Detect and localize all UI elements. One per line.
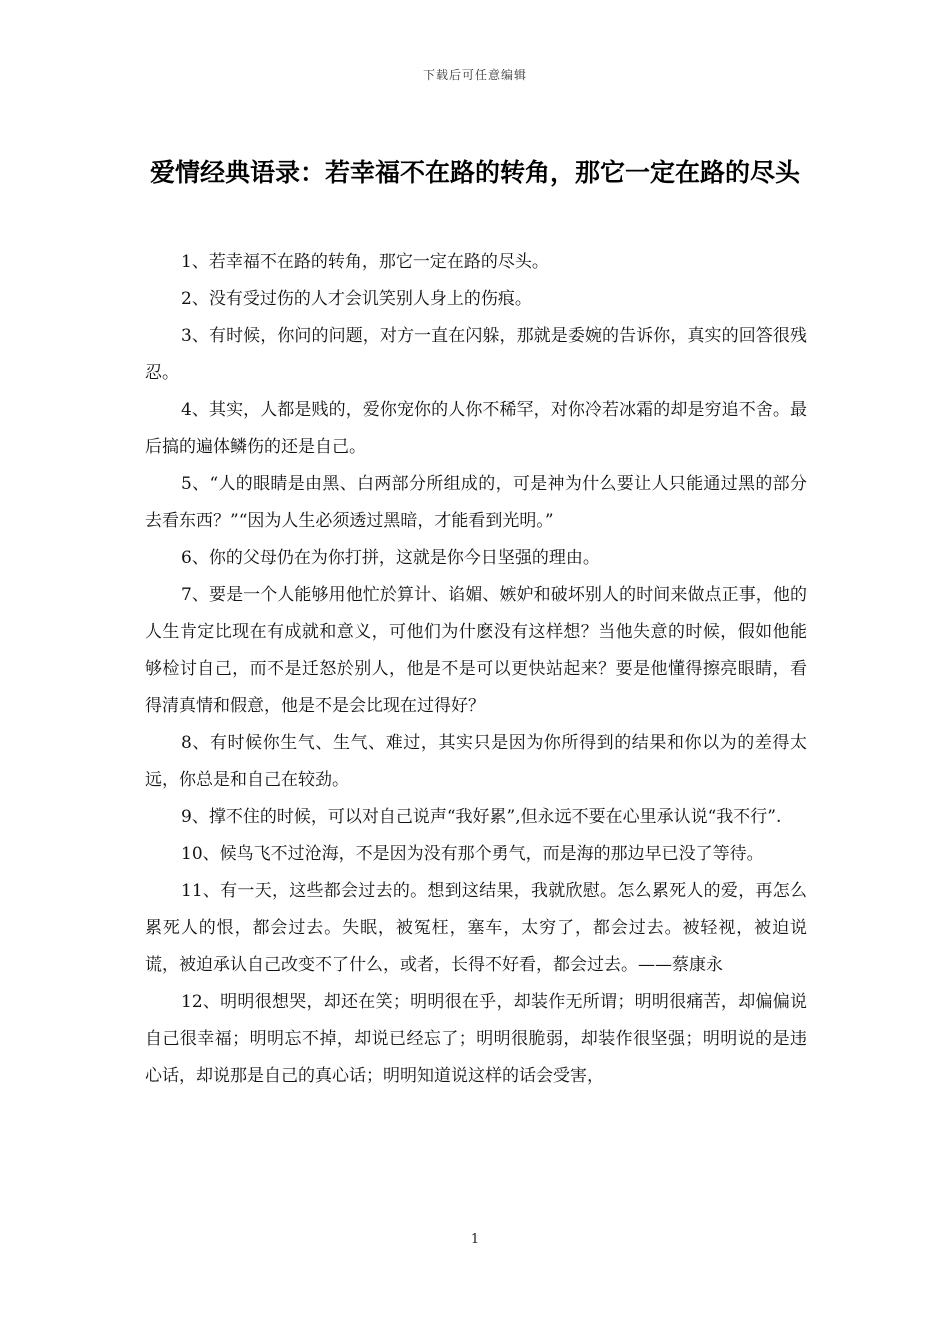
page-number: 1 bbox=[470, 1232, 480, 1247]
quote-paragraph: 12、明明很想哭，却还在笑；明明很在乎，却装作无所谓；明明很痛苦，却偏偏说自己很幸福；明明忘不掉，却说已经忘了；明明很脆弱，却装作很坚强；明明说的是违心话，却说那是自己的真心话；明明知道说这样的话会受害， bbox=[145, 992, 807, 1086]
quote-paragraph: 6、你的父母仍在为你打拼，这就是你今日坚强的理由。 bbox=[181, 548, 600, 568]
quote-paragraph: 4、其实，人都是贱的，爱你宠你的人你不稀罕，对你冷若冰霜的却是穷追不舍。最后搞的遍体鳞伤的还是自己。 bbox=[145, 400, 807, 457]
quote-paragraph: 3、有时候，你问的问题，对方一直在闪躲，那就是委婉的告诉你，真实的回答很残忍。 bbox=[145, 326, 807, 383]
quote-paragraph: 7、要是一个人能够用他忙於算计、谄媚、嫉妒和破坏别人的时间来做点正事，他的人生肯定比现在有成就和意义，可他们为什麽没有这样想？当他失意的时候，假如他能够检讨自己，而不是迁怒於别人，他是不是可以更快站起来？要是他懂得擦亮眼睛，看得清真情和假意，他是不是会比现在过得好？ bbox=[145, 585, 807, 716]
quote-paragraph: 2、没有受过伤的人才会讥笑别人身上的伤痕。 bbox=[181, 289, 532, 309]
quote-paragraph: 11、有一天，这些都会过去的。想到这结果，我就欣慰。怎么累死人的爱，再怎么累死人的恨，都会过去。失眠，被冤枉，塞车，太穷了，都会过去。被轻视，被迫说谎，被迫承认自己改变不了什么，或者，长得不好看，都会过去。——蔡康永 bbox=[145, 881, 807, 975]
quote-paragraph: 5、“人的眼睛是由黑、白两部分所组成的，可是神为什么要让人只能通过黑的部分去看东西？”“因为人生必须透过黑暗，才能看到光明。” bbox=[145, 474, 807, 531]
quote-paragraph: 10、候鸟飞不过沧海，不是因为没有那个勇气，而是海的那边早已没了等待。 bbox=[181, 844, 764, 864]
page-header-note: 下载后可任意编辑 bbox=[422, 68, 527, 82]
quote-paragraph: 1、若幸福不在路的转角，那它一定在路的尽头。 bbox=[181, 252, 549, 272]
document-body bbox=[145, 244, 807, 1095]
quote-paragraph: 8、有时候你生气、生气、难过，其实只是因为你所得到的结果和你以为的差得太远，你总是和自己在较劲。 bbox=[145, 733, 807, 790]
document-title: 爱情经典语录：若幸福不在路的转角，那它一定在路的尽头 bbox=[149, 158, 800, 187]
quote-paragraph: 9、撑不住的时候，可以对自己说声“我好累”,但永远不要在心里承认说“我不行”. bbox=[181, 807, 782, 827]
